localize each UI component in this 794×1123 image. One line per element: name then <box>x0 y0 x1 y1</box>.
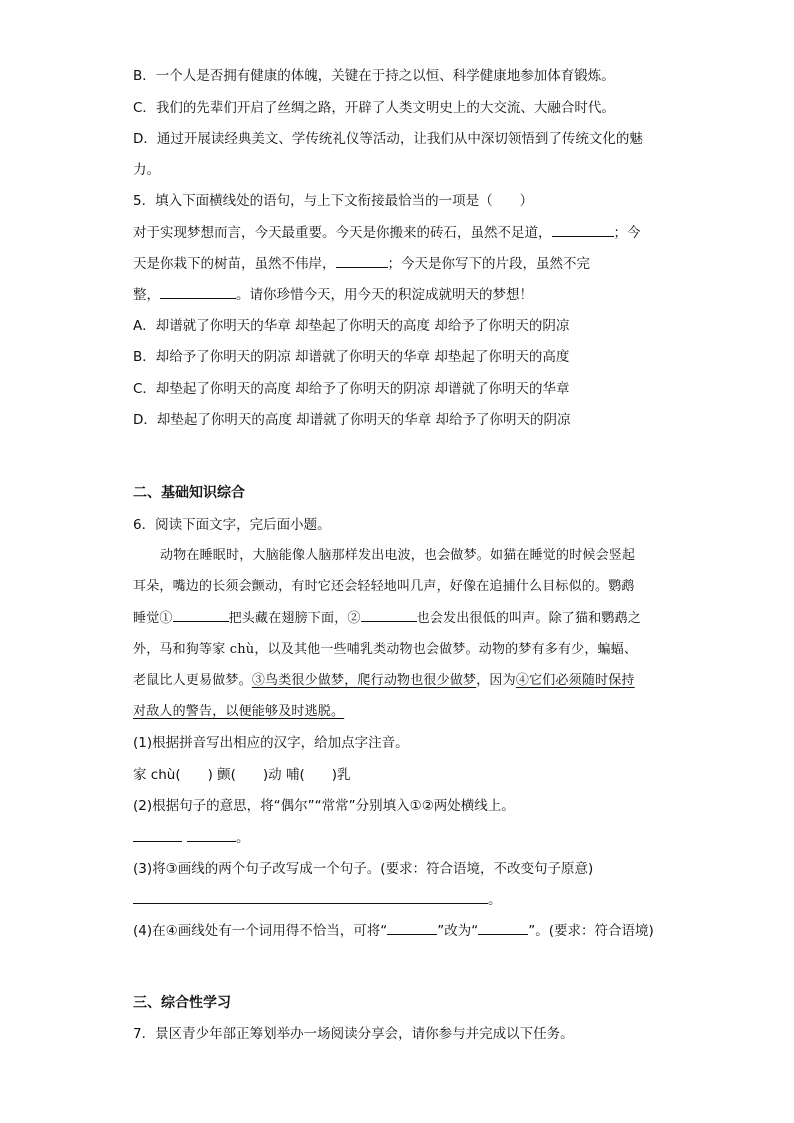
q5-passage-line2 <box>133 255 590 273</box>
q6-text: (4)在④画线处有一个词用得不恰当，可将“ <box>133 923 388 939</box>
q6-text: 睡觉① <box>133 611 173 626</box>
q5-option-c: C．却垫起了你明天的高度 却给予了你明天的阴凉 却谱就了你明天的华章 <box>133 381 570 397</box>
q7-stem: 7．景区青少年部正筹划举办一场阅读分享会，请你参与并完成以下任务。 <box>133 1026 574 1042</box>
q6-underlined-sentence-4-cont: 对敌人的警告，以便能够及时逃脱。 <box>133 704 345 719</box>
q6-underlined-sentence-4: ④它们必须随时保持 <box>515 673 635 688</box>
section-heading: 二、基础知识综合 <box>133 485 245 501</box>
q6-passage-line3 <box>133 609 641 628</box>
q6-passage-line4: 外，马和狗等家 chù，以及其他一些哺乳类动物也会做梦。动物的梦有多有少，蝙蝠、 <box>133 642 638 657</box>
q5-text: ；今天是你写下的片段，虽然不完 <box>387 256 590 272</box>
q5-blank-3 <box>160 286 236 299</box>
q5-text: 天是你栽下的树苗，虽然不伟岸， <box>133 256 336 272</box>
q6-underlined-sentence-3: ③鸟类很少做梦，爬行动物也很少做梦 <box>251 673 477 688</box>
q6-sub2: (2)根据句子的意思，将“偶尔”“常常”分别填入①②两处横线上。 <box>133 798 515 814</box>
q4-option-c: C．我们的先辈们开启了丝绸之路，开辟了人类文明史上的大交流、大融合时代。 <box>133 100 615 116</box>
q6-sub1: (1)根据拼音写出相应的汉字，给加点字注音。 <box>133 735 409 751</box>
q6-passage-line1: 动物在睡眠时，大脑能像人脑那样发出电波，也会做梦。如猫在睡觉的时候会竖起 <box>160 548 636 563</box>
q5-passage-line1 <box>133 224 641 242</box>
q5-text: 。请你珍惜今天，用今天的积淀成就明天的梦想！ <box>236 287 533 303</box>
q6-blank-2 <box>361 609 417 622</box>
q6-answer-blank <box>187 829 236 842</box>
q5-text: 整， <box>133 287 160 303</box>
q6-text: 把头藏在翅膀下面，② <box>228 611 361 626</box>
q6-blank-1 <box>173 609 229 622</box>
q4-option-d-line1: D．通过开展读经典美文、学传统礼仪等活动，让我们从中深切领悟到了传统文化的魅 <box>133 131 643 147</box>
q5-passage-line3 <box>133 286 533 304</box>
q6-sub2-answer <box>133 829 250 847</box>
q6-text: 。 <box>236 830 250 846</box>
q6-text: ”。(要求：符合语境) <box>528 923 654 939</box>
q6-text: 老鼠比人更易做梦。 <box>133 673 252 688</box>
q6-passage-line2: 耳朵，嘴边的长须会颤动，有时它还会轻轻地叫几声，好像在追捕什么目标似的。鹦鹉 <box>133 579 635 594</box>
q5-option-b: B．却给予了你明天的阴凉 却谱就了你明天的华章 却垫起了你明天的高度 <box>133 349 570 365</box>
q6-sub4 <box>133 922 654 940</box>
q4-option-b: B．一个人是否拥有健康的体魄，关键在于持之以恒、科学健康地参加体育锻炼。 <box>133 68 615 84</box>
q6-passage-line5 <box>133 672 635 690</box>
q6-sub1-items: 家 chù( ) 颤( )动 哺( )乳 <box>133 767 351 783</box>
q5-text: 对于实现梦想而言，今天最重要。今天是你搬来的砖石，虽然不足道， <box>133 225 552 241</box>
q5-option-d: D．却垫起了你明天的高度 却谱就了你明天的华章 却给予了你明天的阴凉 <box>133 412 571 428</box>
q6-sub3-answer <box>133 891 502 909</box>
section-heading: 三、综合性学习 <box>133 995 231 1011</box>
q5-blank-2 <box>336 255 388 268</box>
q6-stem: 6．阅读下面文字，完后面小题。 <box>133 517 331 533</box>
q6-text: ，因为 <box>476 673 516 688</box>
q6-answer-blank <box>478 922 528 935</box>
q6-text: 。 <box>488 892 502 908</box>
q6-answer-blank <box>133 829 182 842</box>
q5-blank-1 <box>552 224 614 237</box>
q6-text: ”改为“ <box>437 923 479 939</box>
q5-stem: 5．填入下面横线处的语句，与上下文衔接最恰当的一项是（ ） <box>133 193 534 209</box>
q6-text: 也会发出很低的叫声。除了猫和鹦鹉之 <box>416 611 642 626</box>
q6-sub3: (3)将③画线的两个句子改写成一个句子。(要求：符合语境，不改变句子原意) <box>133 861 594 877</box>
q6-answer-blank <box>133 891 488 904</box>
q6-answer-blank <box>387 922 437 935</box>
q5-option-a: A．却谱就了你明天的华章 却垫起了你明天的高度 却给予了你明天的阴凉 <box>133 318 570 334</box>
q4-option-d-line2: 力。 <box>133 162 160 178</box>
q5-text: ；今 <box>613 225 641 241</box>
q6-passage-line6 <box>133 703 344 721</box>
